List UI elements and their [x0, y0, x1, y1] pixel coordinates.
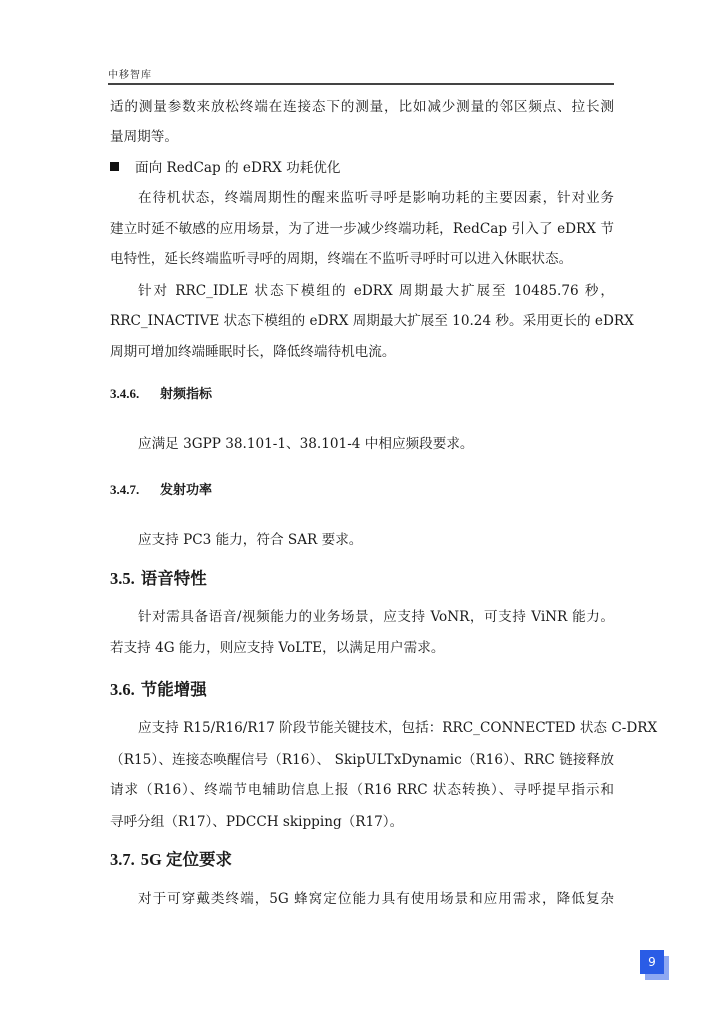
page-number-badge [640, 950, 670, 980]
paragraph-line: （R15）、连接态唤醒信号（R16）、 SkipULTxDynamic（R16）、RRC 链接释放 [110, 752, 614, 768]
paragraph-line: 周期可增加终端睡眠时长，降低终端待机电流。 [110, 344, 396, 360]
bullet-item [110, 159, 341, 177]
header-divider [108, 83, 614, 85]
section-title: 射频指标 [160, 386, 213, 401]
paragraph-line: 若支持 4G 能力，则应支持 VoLTE，以满足用户需求。 [110, 640, 445, 656]
paragraph-line: 电特性，延长终端监听寻呼的周期，终端在不监听寻呼时可以进入休眠状态。 [110, 251, 573, 267]
paragraph-line: 适的测量参数来放松终端在连接态下的测量，比如减少测量的邻区频点、拉长测 [110, 99, 614, 115]
section-heading-3-6 [110, 679, 207, 701]
square-bullet-icon [110, 162, 119, 171]
section-number: 3.5. [110, 569, 135, 588]
paragraph-line: 请求（R16）、终端节电辅助信息上报（R16 RRC 状态转换）、寻呼提早指示和 [110, 782, 614, 798]
section-heading-3-7 [110, 849, 232, 871]
bullet-text: 面向 RedCap 的 eDRX 功耗优化 [135, 160, 341, 176]
header-label: 中移智库 [108, 70, 152, 81]
section-title: 发射功率 [160, 482, 213, 497]
section-number: 3.6. [110, 680, 135, 699]
paragraph-line: 量周期等。 [110, 129, 178, 145]
page-number: 9 [640, 950, 664, 974]
paragraph-line: 应满足 3GPP 38.101-1、38.101-4 中相应频段要求。 [138, 436, 474, 452]
paragraph-line: RRC_INACTIVE 状态下模组的 eDRX 周期最大扩展至 10.24 秒。采用更长的 eDRX [110, 313, 634, 329]
paragraph-line: 寻呼分组（R17）、PDCCH skipping（R17）。 [110, 814, 404, 830]
paragraph-line: 建立时延不敏感的应用场景，为了进一步减少终端功耗，RedCap 引入了 eDRX 节 [110, 221, 614, 237]
paragraph-line: 针对需具备语音/视频能力的业务场景，应支持 VoNR，可支持 ViNR 能力。 [138, 609, 614, 625]
section-heading-3-4-6 [110, 385, 212, 403]
paragraph-line: 应支持 PC3 能力，符合 SAR 要求。 [138, 532, 363, 548]
paragraph-line: 应支持 R15/R16/R17 阶段节能关键技术，包括：RRC_CONNECTED 状态 C-DRX [138, 720, 658, 736]
section-heading-3-5 [110, 568, 207, 590]
section-number: 3.4.7. [110, 482, 140, 497]
section-number: 3.4.6. [110, 386, 140, 401]
section-number: 3.7. [110, 850, 135, 869]
paragraph-line: 对于可穿戴类终端，5G 蜂窝定位能力具有使用场景和应用需求，降低复杂 [138, 891, 614, 907]
paragraph-line: 针对 RRC_IDLE 状态下模组的 eDRX 周期最大扩展至 10485.76 秒， [138, 283, 614, 299]
section-title: 5G 定位要求 [140, 850, 232, 869]
section-title: 语音特性 [140, 569, 207, 588]
section-title: 节能增强 [140, 680, 207, 699]
paragraph-line: 在待机状态，终端周期性的醒来监听寻呼是影响功耗的主要因素，针对业务 [138, 190, 614, 206]
section-heading-3-4-7 [110, 481, 212, 499]
